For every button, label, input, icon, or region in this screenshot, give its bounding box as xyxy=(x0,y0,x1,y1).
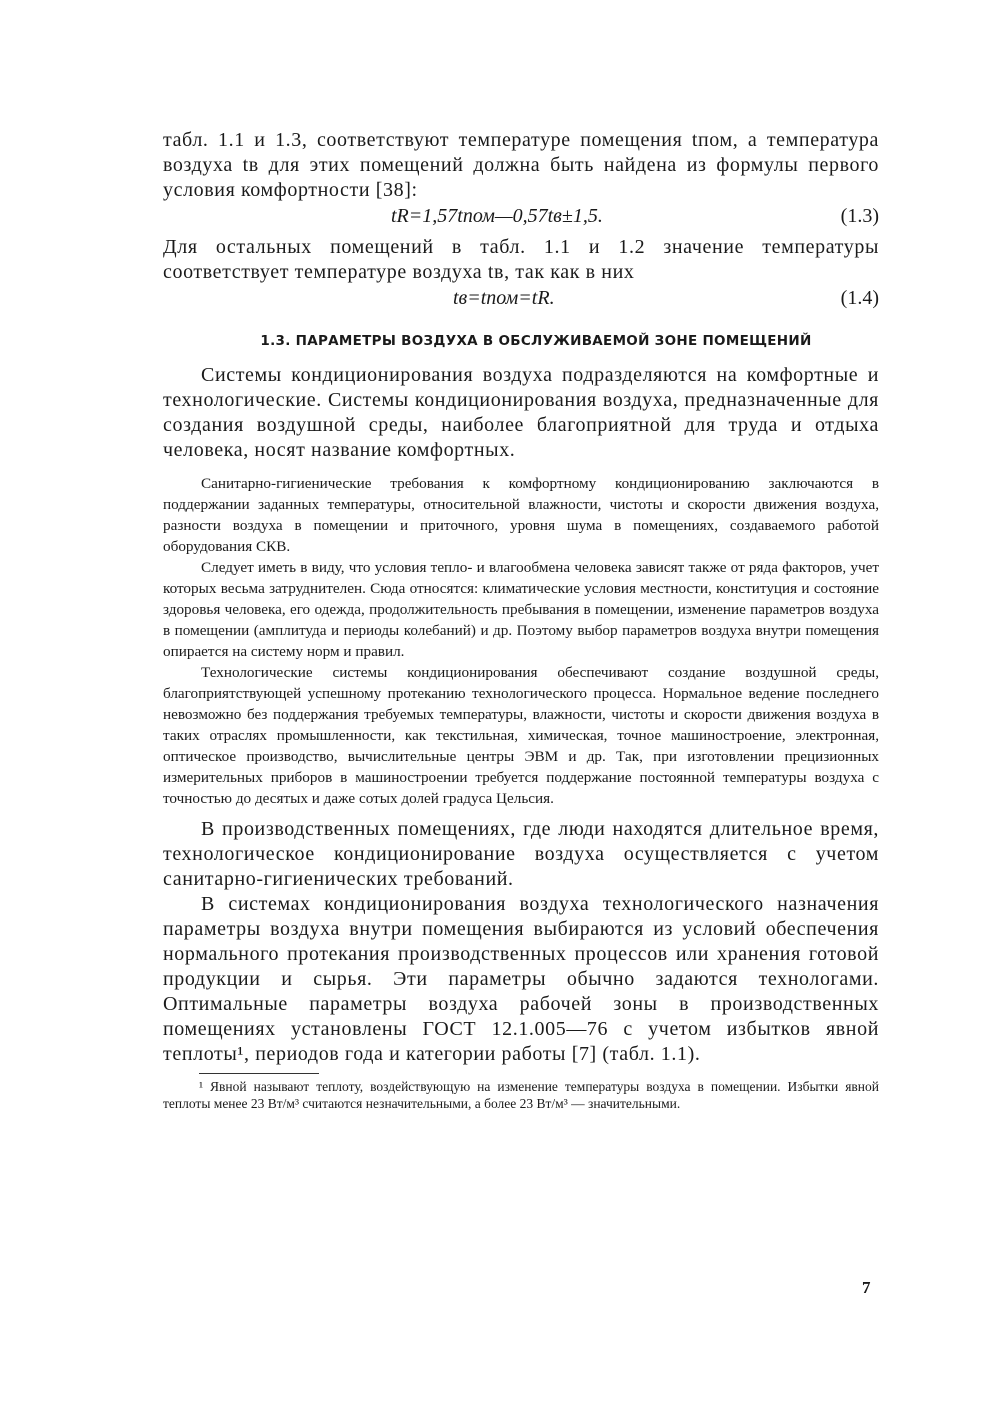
formula-2 xyxy=(163,285,879,317)
section-heading: 1.3. ПАРАМЕТРЫ ВОЗДУХА В ОБСЛУЖИВАЕМОЙ ЗОНЕ ПОМЕЩЕНИЙ xyxy=(260,333,812,349)
small-paragraph-3: Технологические системы кондиционирования обеспечивают создание воздушной среды, благоприятствующей успешному протеканию технологического процесса. Нормальное ведение последнего невозможно без поддержания требуемых температуры, влажности, чистоты и скорости движения воздуха в таких отраслях промышленности, как текстильная, химическая, точное машиностроение, электронная, оптическое производство, вычислительные центры ЭВМ и др. Так, при изготовлении прецизионных измерительных приборов в машиностроении требуется поддержание постоянной температуры воздуха с точностью до десятых и даже сотых долей градуса Цельсия. xyxy=(163,664,879,807)
text-after-formula-1: Для остальных помещений в табл. 1.1 и 1.2 значение температуры соответствует температуре воздуха tв, так как в них xyxy=(163,236,879,283)
small-paragraph-2: Следует иметь в виду, что условия тепло- и влагообмена человека зависят также от ряда факторов, учет которых весьма затруднителен. Сюда относятся: климатические условия местности, конституция и состояние здоровья человека, его одежда, продолжительность пребывания в помещении, изменение параметров воздуха в помещении (амплитуда и периоды колебаний) и др. Поэтому выбор параметров воздуха внутри помещения опирается на систему норм и правил. xyxy=(163,559,879,660)
footnote: ¹ Явной называют теплоту, воздействующую на изменение температуры воздуха в помещении. Избытки явной теплоты менее 23 Вт/м³ считаются незначительными, а более 23 Вт/м³ — значительными. xyxy=(163,1079,879,1111)
formula-1-expression: tR=1,57tпом—0,57tв±1,5. xyxy=(391,205,603,227)
formula-2-expression: tв=tпом=tR. xyxy=(453,287,555,309)
small-paragraph-1: Санитарно-гигиенические требования к комфортному кондиционированию заключаются в поддержании заданных температуры, относительной влажности, чистоты и скорости движения воздуха, разности воздуха в помещении и приточного, уровня шума в помещениях, создаваемого работой оборудования СКВ. xyxy=(163,475,879,555)
intro-text: табл. 1.1 и 1.3, соответствуют температуре помещения tпом, а температура воздуха tв для этих помещений должна быть найдена из формулы первого условия комфортности [38]: xyxy=(163,129,879,201)
page-body xyxy=(163,128,879,1112)
formula-2-number: (1.4) xyxy=(840,287,879,309)
footnote-divider xyxy=(199,1073,319,1074)
paragraph-1: Системы кондиционирования воздуха подразделяются на комфортные и технологические. Системы кондиционирования воздуха, предназначенные для создания воздушной среды, наиболее благоприятной для труда и отдыха человека, носят название комфортных. xyxy=(163,364,879,461)
formula-1 xyxy=(163,203,879,235)
paragraph-3: В системах кондиционирования воздуха технологического назначения параметры воздуха внутри помещения выбираются из условий обеспечения нормального протекания производственных процессов или хранения готовой продукции и сырья. Эти параметры обычно задаются технологами. Оптимальные параметры воздуха рабочей зоны в производственных помещениях установлены ГОСТ 12.1.005—76 с учетом избытков явной теплоты¹, периодов года и категории работы [7] (табл. 1.1). xyxy=(163,893,879,1065)
page-number: 7 xyxy=(862,1278,871,1297)
formula-1-number: (1.3) xyxy=(840,205,879,227)
paragraph-2: В производственных помещениях, где люди находятся длительное время, технологическое кондиционирование воздуха осуществляется с учетом санитарно-гигиенических требований. xyxy=(163,818,879,890)
